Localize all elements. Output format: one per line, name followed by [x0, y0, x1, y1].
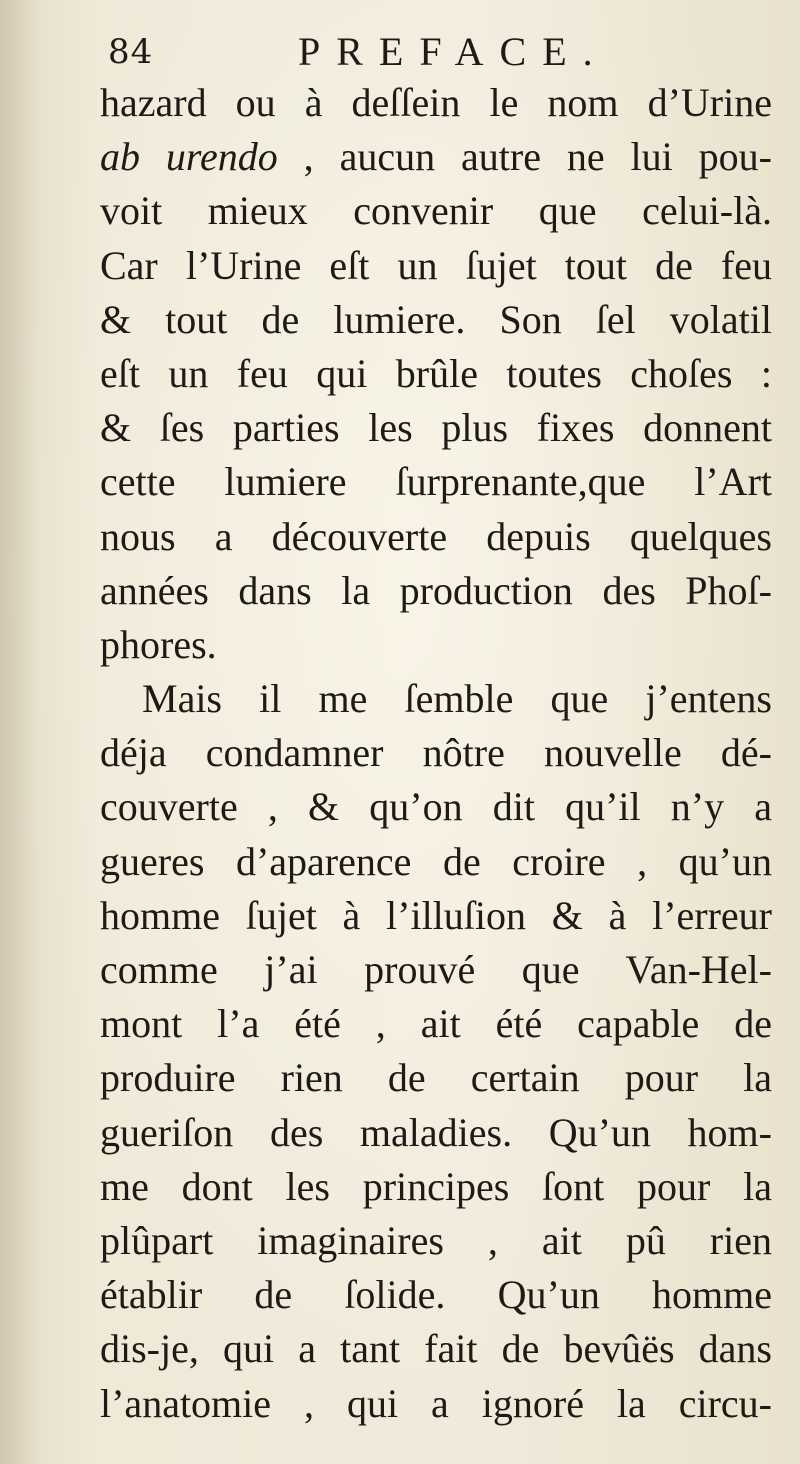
- text-line: & tout de lumiere. Son ſel volatil: [100, 296, 772, 342]
- latin-phrase: ab urendo: [100, 134, 278, 180]
- running-title: PREFACE.: [298, 29, 609, 74]
- text-line: cette lumiere ſurprenante,que l’Art: [100, 459, 772, 505]
- body-text: [100, 76, 772, 1431]
- page-number: 84: [108, 32, 154, 72]
- text-line: hazard ou à deſſein le nom d’Urine: [100, 80, 772, 125]
- text-line: me dont les principes ſont pour la: [100, 1163, 772, 1209]
- text-line: homme ſujet à l’illuſion & à l’erreur: [100, 892, 772, 938]
- text-line-rest: , aucun autre ne lui pou-: [277, 134, 773, 180]
- text-line: & ſes parties les plus fixes donnent: [100, 405, 772, 451]
- text-line-paragraph-end: phores.: [100, 621, 217, 667]
- text-line: gueres d’aparence de croire , qu’un: [100, 838, 772, 884]
- page-edge-shadow: [0, 0, 40, 1464]
- text-line: dis-je, qui a tant fait de bevûës dans: [100, 1326, 772, 1372]
- text-line: voit mieux convenir que celui-là.: [100, 188, 772, 234]
- text-line: mont l’a été , ait été capable de: [100, 1001, 772, 1047]
- text-line: comme j’ai prouvé que Van-Hel-: [100, 947, 772, 992]
- text-line: [100, 130, 772, 184]
- text-line: eſt un feu qui brûle toutes choſes :: [100, 350, 772, 396]
- text-line: gueriſon des maladies. Qu’un hom-: [100, 1109, 772, 1155]
- page-header: [108, 28, 748, 80]
- text-line: couverte , & qu’on dit qu’il n’y a: [100, 784, 772, 830]
- text-line: plûpart imaginaires , ait pû rien: [100, 1217, 772, 1263]
- text-line: années dans la production des Phoſ-: [100, 567, 772, 613]
- text-line: établir de ſolide. Qu’un homme: [100, 1272, 772, 1318]
- text-line: Car l’Urine eſt un ſujet tout de feu: [100, 242, 772, 288]
- text-line: l’anatomie , qui a ignoré la circu-: [100, 1380, 772, 1426]
- text-line: produire rien de certain pour la: [100, 1055, 772, 1101]
- text-line: nous a découverte depuis quelques: [100, 513, 772, 559]
- text-line-paragraph-start: Mais il me ſemble que j’entens: [142, 676, 772, 722]
- text-line: déja condamner nôtre nouvelle dé-: [100, 730, 772, 776]
